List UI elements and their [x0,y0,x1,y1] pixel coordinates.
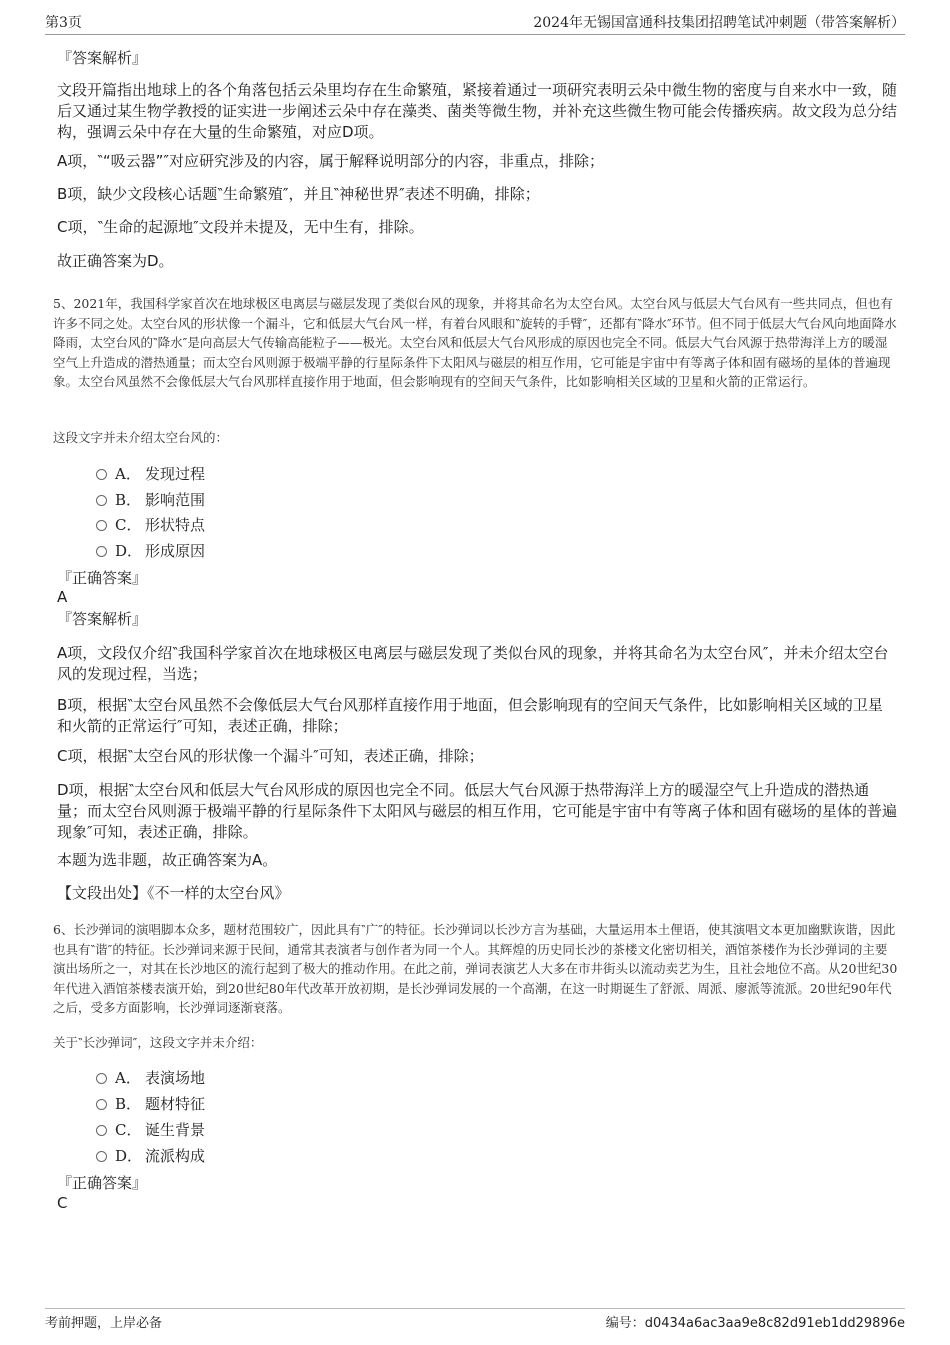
radio-icon[interactable] [96,495,107,506]
q5-analysis-option-d [57,780,897,843]
q4-analysis-c-text: C项，‶生命的起源地″文段并未提及，无中生有，排除。 [57,218,424,236]
q5-analysis-label: 『答案解析』 [57,610,148,628]
q5-source [57,883,897,904]
q6-question-text: 关于‶长沙弹词″，这段文字并未介绍： [53,1035,263,1050]
q6-option-b[interactable] [96,1094,205,1114]
option-text: 表演场地 [145,1069,206,1087]
q4-analysis-option-b [57,184,897,205]
q4-conclusion-text: 故正确答案为D。 [57,252,174,270]
q5-conclusion [57,850,897,871]
radio-icon[interactable] [96,1151,107,1162]
q6-option-d[interactable] [96,1146,205,1166]
page-footer [45,1308,905,1339]
q5-analysis-option-c [57,746,897,767]
footer-slogan: 考前押题，上岸必备 [45,1316,163,1331]
q5-analysis-option-b [57,695,897,737]
q5-option-b[interactable] [96,490,205,510]
radio-icon[interactable] [96,520,107,531]
q5-option-a[interactable] [96,464,205,484]
q5-option-d[interactable] [96,541,205,561]
q5-analysis-option-a [57,643,897,685]
q5-source-text: 【文段出处】《不一样的太空台风》 [57,884,290,902]
document-id: 编号：d0434a6ac3aa9e8c82d91eb1dd29896e [605,1316,905,1331]
q4-analysis-a-text: A项，‶“吸云器”″对应研究涉及的内容，属于解释说明部分的内容，非重点，排除； [57,152,605,170]
option-letter: D． [115,542,143,560]
page-number: 第3页 [45,15,82,31]
option-text: 诞生背景 [145,1121,206,1139]
option-letter: B． [115,491,142,509]
option-letter: B． [115,1095,142,1113]
q4-analysis-option-c [57,217,897,238]
option-text: 形成原因 [145,542,206,560]
q6-stem [53,920,898,1018]
q4-analysis-block [57,80,897,143]
q5-analysis-b-text: B项，根据‶太空台风虽然不会像低层大气台风那样直接作用于地面，但会影响现有的空间天气条件，比如影响相关区域的卫星和火箭的正常运行″可知，表述正确，排除； [57,696,883,735]
q5-answer-label: 『正确答案』 [57,569,148,587]
radio-icon[interactable] [96,469,107,480]
q5-stem [53,294,898,392]
q5-conclusion-text: 本题为选非题，故正确答案为A。 [57,851,278,869]
option-text: 形状特点 [145,516,206,534]
q6-answer: C [57,1194,68,1212]
option-text: 发现过程 [145,465,206,483]
q6-option-a[interactable] [96,1068,205,1088]
q6-stem-text: 6、长沙弹词的演唱脚本众多，题材范围较广，因此具有‶广″的特征。长沙弹词以长沙方言为基础，大量运用本土俚语，使其演唱文本更加幽默诙谐，因此也具有‶谐″的特征。长沙弹词来源于民间，通常其表演者与创作者为同一个人。其辉煌的历史同长沙的茶楼文化密切相关，酒馆茶楼作为长沙弹词的主要演出场所之一，对其在长沙地区的流行起到了极大的推动作用。在此之前，弹词表演艺人大多在市井街头以流动卖艺为生，且社会地位不高。从20世纪30年代进入酒馆茶楼表演开始，到20世纪80年代改革开放初期，是长沙弹词发展的一个高潮，在这一时期诞生了舒派、周派、廖派等流派。20世纪90年代之后，受多方面影响，长沙弹词逐渐衰落。 [53,922,898,1015]
q5-answer: A [57,588,68,606]
q6-option-c[interactable] [96,1120,205,1140]
q5-analysis-c-text: C项，根据‶太空台风的形状像一个漏斗″可知，表述正确，排除； [57,747,484,765]
q4-analysis-b-text: B项，缺少文段核心话题‶生命繁殖″，并且‶神秘世界″表述不明确，排除； [57,185,540,203]
option-text: 题材特征 [145,1095,206,1113]
q5-analysis-a-text: A项，文段仅介绍‶我国科学家首次在地球极区电离层与磁层发现了类似台风的现象，并将其命名为太空台风″，并未介绍太空台风的发现过程，当选； [57,644,889,683]
q4-conclusion [57,251,897,272]
q4-analysis-summary: 文段开篇指出地球上的各个角落包括云朵里均存在生命繁殖，紧接着通过一项研究表明云朵中微生物的密度与自来水中一致，随后又通过某生物学教授的证实进一步阐述云朵中存在藻类、菌类等微生物，并补充这些微生物可能会传播疾病。故文段为总分结构，强调云朵中存在大量的生命繁殖，对应D项。 [57,81,898,141]
q6-question [53,1033,893,1053]
page-header [45,14,905,35]
option-letter: A． [115,465,141,483]
option-text: 影响范围 [145,491,206,509]
radio-icon[interactable] [96,546,107,557]
option-text: 流派构成 [145,1147,206,1165]
radio-icon[interactable] [96,1073,107,1084]
q5-stem-text: 5、2021年，我国科学家首次在地球极区电离层与磁层发现了类似台风的现象，并将其命名为太空台风。太空台风与低层大气台风有一些共同点，但也有许多不同之处。太空台风的形状像一个漏斗，它和低层大气台风一样，有着台风眼和‶旋转的手臂″，还都有‶降水″环节。但不同于低层大气台风向地面降水降雨，太空台风的‶降水″是向高层大气传输高能粒子——极光。太空台风和低层大气台风形成的原因也完全不同。低层大气台风源于热带海洋上方的暖湿空气上升造成的潜热通量；而太空台风则源于极端平静的行星际条件下太阳风与磁层的相互作用，它可能是宇宙中有等离子体和固有磁场的星体的普遍现象。太空台风虽然不会像低层大气台风那样直接作用于地面，但会影响现有的空间天气条件，比如影响相关区域的卫星和火箭的正常运行。 [53,296,897,389]
option-letter: D． [115,1147,143,1165]
q5-analysis-d-text: D项，根据‶太空台风和低层大气台风形成的原因也完全不同。低层大气台风源于热带海洋上方的暖湿空气上升造成的潜热通量；而太空台风则源于极端平静的行星际条件下太阳风与磁层的相互作用，它可能是宇宙中有等离子体和固有磁场的星体的普遍现象″可知，表述正确，排除。 [57,781,898,841]
option-letter: C． [115,516,142,534]
q5-question-text: 这段文字并未介绍太空台风的： [53,430,229,445]
option-letter: A． [115,1069,141,1087]
q4-analysis-option-a [57,151,897,172]
option-letter: C． [115,1121,142,1139]
q5-option-c[interactable] [96,515,205,535]
document-title: 2024年无锡国富通科技集团招聘笔试冲刺题（带答案解析） [533,15,905,31]
q4-analysis-label: 『答案解析』 [57,49,148,67]
radio-icon[interactable] [96,1099,107,1110]
q5-question [53,428,893,448]
radio-icon[interactable] [96,1125,107,1136]
q6-answer-label: 『正确答案』 [57,1174,148,1192]
